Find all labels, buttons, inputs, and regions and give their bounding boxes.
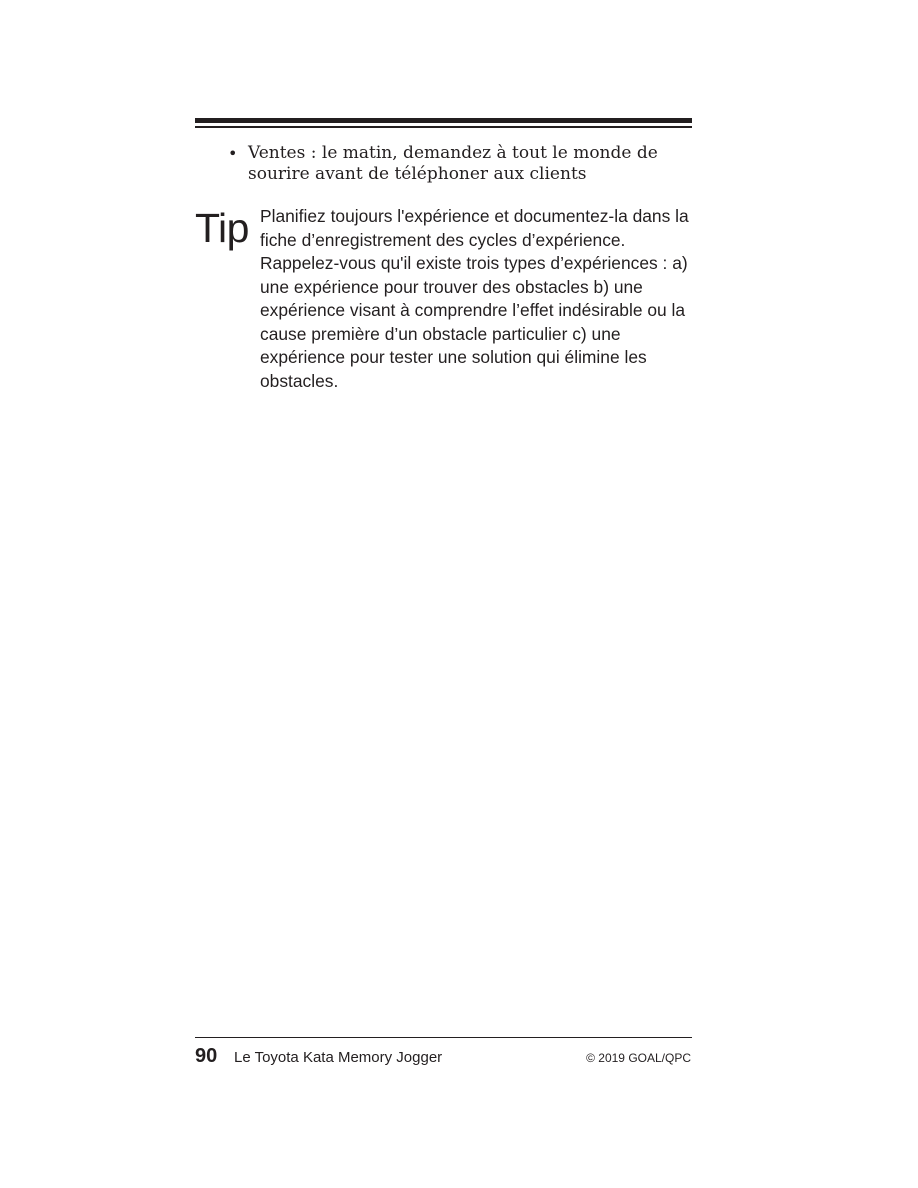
tip-text: Planifiez toujours l'expérience et documentez-la dans la fiche d’enregistrement des cycles d’expérience. Rappelez-vous qu'il existe trois types d’expériences : a) une expérience pour trouver des obstacles b) une expérience visant à comprendre l’effet indésirable ou la cause première d’un obstacle particulier c) une expérience pour tester une solution qui élimine les obstacles. <box>260 206 689 391</box>
tip-label: Tip <box>195 205 249 251</box>
header-rule-bottom <box>195 126 692 128</box>
book-title: Le Toyota Kata Memory Jogger <box>234 1049 443 1066</box>
bullet-icon: • <box>228 144 238 163</box>
bullet-text: Ventes : le matin, demandez à tout le monde de sourire avant de téléphoner aux clients <box>248 143 658 184</box>
footer-rule <box>195 1037 692 1038</box>
header-rule-top <box>195 118 692 123</box>
bullet-list-item <box>228 143 688 185</box>
page-number: 90 <box>195 1045 218 1067</box>
copyright-notice: © 2019 GOAL/QPC <box>586 1051 691 1065</box>
